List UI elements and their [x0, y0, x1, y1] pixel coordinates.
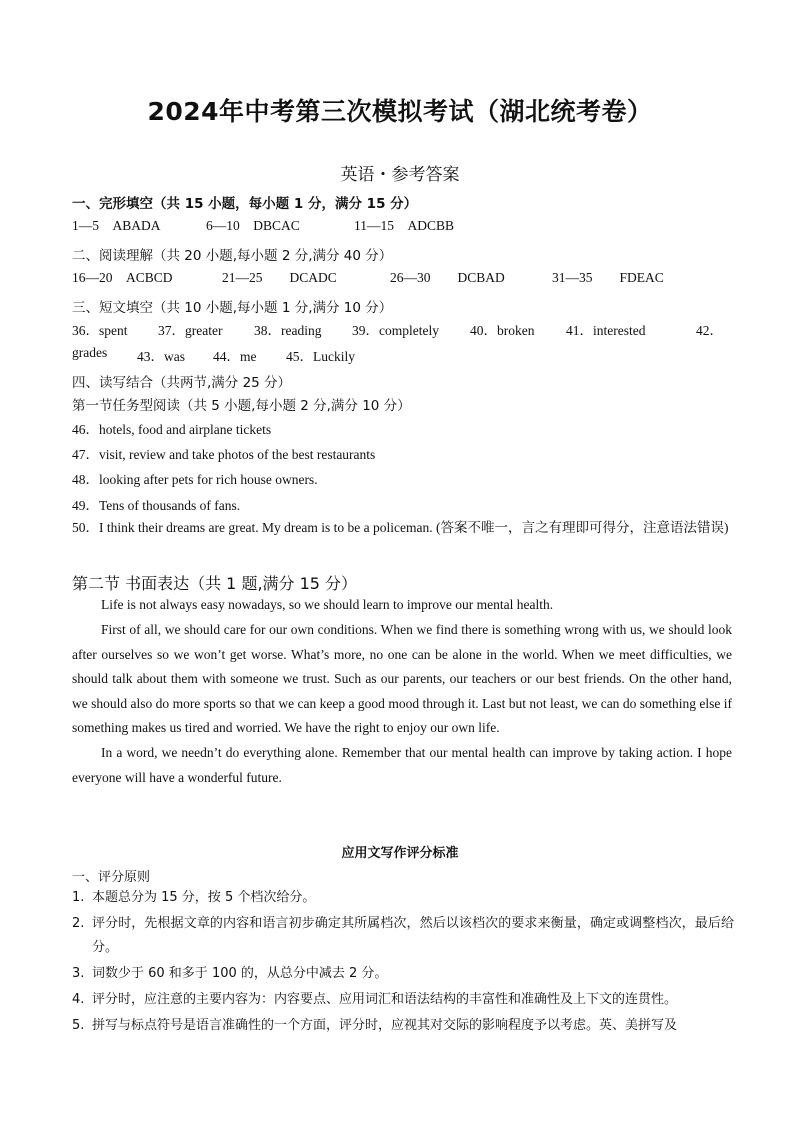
rule-number: 5.	[72, 1018, 85, 1033]
answer-group	[206, 218, 300, 234]
part1-heading: 第一节任务型阅读（共 5 小题,每小题 2 分,满分 10 分）	[72, 398, 411, 414]
answer-range: 21—25	[222, 270, 263, 285]
page-subtitle: 英语・参考答案	[340, 165, 460, 185]
standards-title: 应用文写作评分标准	[341, 846, 459, 861]
task-answer: 49．Tens of thousands of fans.	[72, 498, 241, 513]
rule-number: 2.	[72, 916, 85, 931]
answer-letters: FDEAC	[619, 270, 664, 285]
page-title: 2024年中考第三次模拟考试（湖北统考卷）	[147, 97, 653, 126]
answer-range: 31—35	[552, 270, 593, 285]
blank-answer: 42．	[696, 323, 723, 338]
rule-number: 4.	[72, 992, 85, 1007]
answer-group	[72, 270, 173, 286]
blank-answer: 43．was	[137, 349, 185, 364]
task-answer: 46．hotels, food and airplane tickets	[72, 422, 272, 437]
answer-range: 26—30	[390, 270, 431, 285]
blank-answer: 37．greater	[158, 323, 223, 338]
rule-text: 词数少于 60 和多于 100 的，从总分中减去 2 分。	[92, 966, 388, 981]
blank-answer: 40．broken	[470, 323, 535, 338]
scoring-rule	[72, 1014, 734, 1038]
blank-answer: 36．spent	[72, 323, 128, 338]
rule-number: 3.	[72, 966, 85, 981]
answer-letters: DBCAC	[253, 218, 300, 233]
part2-heading: 第二节 书面表达（共 1 题,满分 15 分）	[72, 574, 358, 593]
rule-text: 拼写与标点符号是语言准确性的一个方面，评分时，应视其对交际的影响程度予以考虑。英、美拼写及	[92, 1018, 678, 1033]
scoring-rule	[72, 962, 734, 986]
rule-text: 本题总分为 15 分，按 5 个档次给分。	[92, 890, 316, 905]
answer-group	[222, 270, 337, 286]
essay-paragraph: Life is not always easy nowadays, so we should learn to improve our mental health.	[101, 597, 554, 612]
rule-number: 1.	[72, 890, 85, 905]
blank-answer: 44．me	[213, 349, 257, 364]
essay-paragraph: In a word, we needn’t do everything alone. Remember that our mental health can improve by taking action. I hope everyone will have a wonderful future.	[72, 745, 732, 785]
blank-answer: grades	[72, 345, 108, 360]
scoring-rule	[72, 912, 734, 960]
task-answer: 48．looking after pets for rich house owners.	[72, 472, 318, 487]
section-fill-heading: 三、短文填空（共 10 小题,每小题 1 分,满分 10 分）	[72, 300, 393, 316]
answer-group	[552, 270, 664, 286]
answer-group	[354, 218, 454, 234]
scoring-rule	[72, 988, 734, 1012]
blank-answer: 45．Luckily	[286, 349, 355, 364]
answer-range: 11—15	[354, 218, 394, 233]
rule-text: 评分时，应注意的主要内容为：内容要点、应用词汇和语法结构的丰富性和准确性及上下文的连贯性。	[92, 992, 678, 1007]
answer-group	[390, 270, 505, 286]
section-writing-heading: 四、读写结合（共两节,满分 25 分）	[72, 375, 292, 391]
essay-paragraph: First of all, we should care for our own conditions. When we find there is something wrong with us, we should look after ourselves so we won’t get worse. What’s more, no one can be alone in the world. When we meet difficulties, we should talk about them with someone we trust. Such as our parents, our teachers or our best friends. On the other hand, we should also do more sports so that we can keep a good mood through it. Last but not least, we can do something else if something makes us tired and worried. We have the right to enjoy our own life.	[72, 622, 732, 736]
answer-range: 16—20	[72, 270, 113, 285]
blank-answer: 39．completely	[352, 323, 439, 338]
answer-letters: DCADC	[289, 270, 337, 285]
answer-letters: ADCBB	[407, 218, 455, 233]
answer-letters: DCBAD	[457, 270, 505, 285]
section-reading-heading: 二、阅读理解（共 20 小题,每小题 2 分,满分 40 分）	[72, 248, 393, 264]
task-answer: 50．I think their dreams are great. My dream is to be a policeman. (答案不唯一，言之有理即可得分，注意语法错误)	[72, 520, 729, 535]
scoring-rule	[72, 886, 734, 910]
blank-answer: 41．interested	[566, 323, 646, 338]
section-cloze-heading: 一、完形填空（共 15 小题，每小题 1 分，满分 15 分）	[72, 196, 418, 212]
answer-letters: ACBCD	[126, 270, 173, 285]
task-answer: 47．visit, review and take photos of the best restaurants	[72, 447, 376, 462]
blank-answer: 38．reading	[254, 323, 322, 338]
standards-principle: 一、评分原则	[72, 870, 151, 885]
answer-letters: ABADA	[112, 218, 161, 233]
answer-range: 6—10	[206, 218, 240, 233]
rule-text: 评分时，先根据文章的内容和语言初步确定其所属档次，然后以该档次的要求来衡量，确定或调整档次，最后给分。	[92, 916, 734, 955]
answer-group	[72, 218, 161, 234]
answer-range: 1—5	[72, 218, 99, 233]
